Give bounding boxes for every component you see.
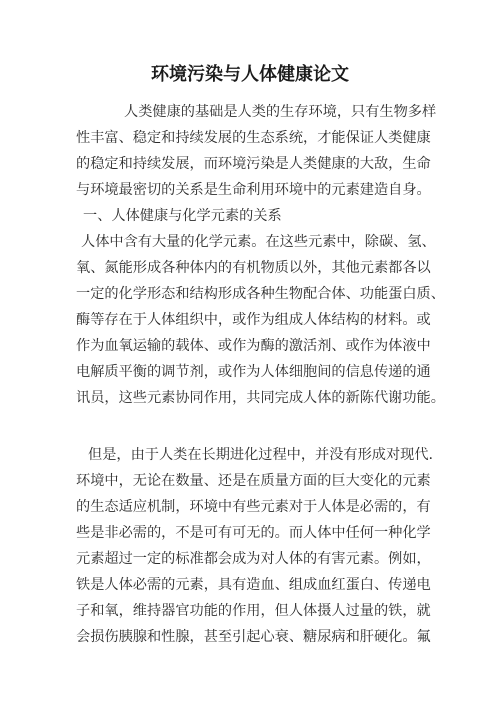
paragraph-line: 氧、氮能形成各种体内的有机物质以外，其他元素都各以: [76, 260, 431, 276]
paragraph-line: 铁是人体必需的元素，具有造血、组成血红蛋白、传递电: [76, 577, 431, 593]
paragraph-line: 子和氧，维持器官功能的作用，但人体摄人过量的铁，就: [76, 603, 431, 619]
paragraph-line: 的生态适应机制，环境中有些元素对于人体是必需的，有: [76, 499, 431, 515]
paragraph-line: 电解质平衡的调节剂，或作为人体细胞间的信息传递的通: [76, 364, 431, 380]
paragraph-line: 性丰富、稳定和持续发展的生态系统，才能保证人类健康: [76, 130, 431, 146]
paragraph-line: 的稳定和持续发展，而环境污染是人类健康的大敌，生命: [76, 156, 431, 172]
paragraph-line: 作为血氧运输的载体、或作为酶的激活剂、或作为体液中: [76, 338, 431, 354]
paragraph-line: 与环境最密切的关系是生命利用环境中的元素建造自身。: [76, 182, 431, 198]
paragraph-line: 人体中含有大量的化学元素。在这些元素中，除碳、氢、: [81, 234, 436, 250]
paragraph-line: 元素超过一定的标准都会成为对人体的有害元素。例如，: [76, 551, 431, 567]
paragraph-line: 一定的化学形态和结构形成各种生物配合体、功能蛋白质、: [76, 286, 445, 302]
paragraph-line: 酶等存在于人体组织中，或作为组成人体结构的材料。或: [76, 312, 431, 328]
paragraph-line: 人类健康的基础是人类的生存环境，只有生物多样: [124, 104, 437, 120]
section-heading: 一、人体健康与化学元素的关系: [83, 208, 282, 224]
document-title: 环境污染与人体健康论文: [151, 64, 349, 85]
paragraph-line: 但是，由于人类在长期进化过程中，并没有形成对现代.: [88, 447, 434, 463]
paragraph-line: 些是非必需的，不是可有可无的。而人体中任何一种化学: [76, 525, 431, 541]
paragraph-line: 讯员，这些元素协同作用，共同完成人体的新陈代谢功能。: [76, 390, 445, 406]
paragraph-line: 环境中，无论在数量、还是在质量方面的巨大变化的元素: [76, 473, 431, 489]
paragraph-line: 会损伤胰腺和性腺，甚至引起心衰、糖尿病和肝硬化。氟: [76, 629, 431, 645]
